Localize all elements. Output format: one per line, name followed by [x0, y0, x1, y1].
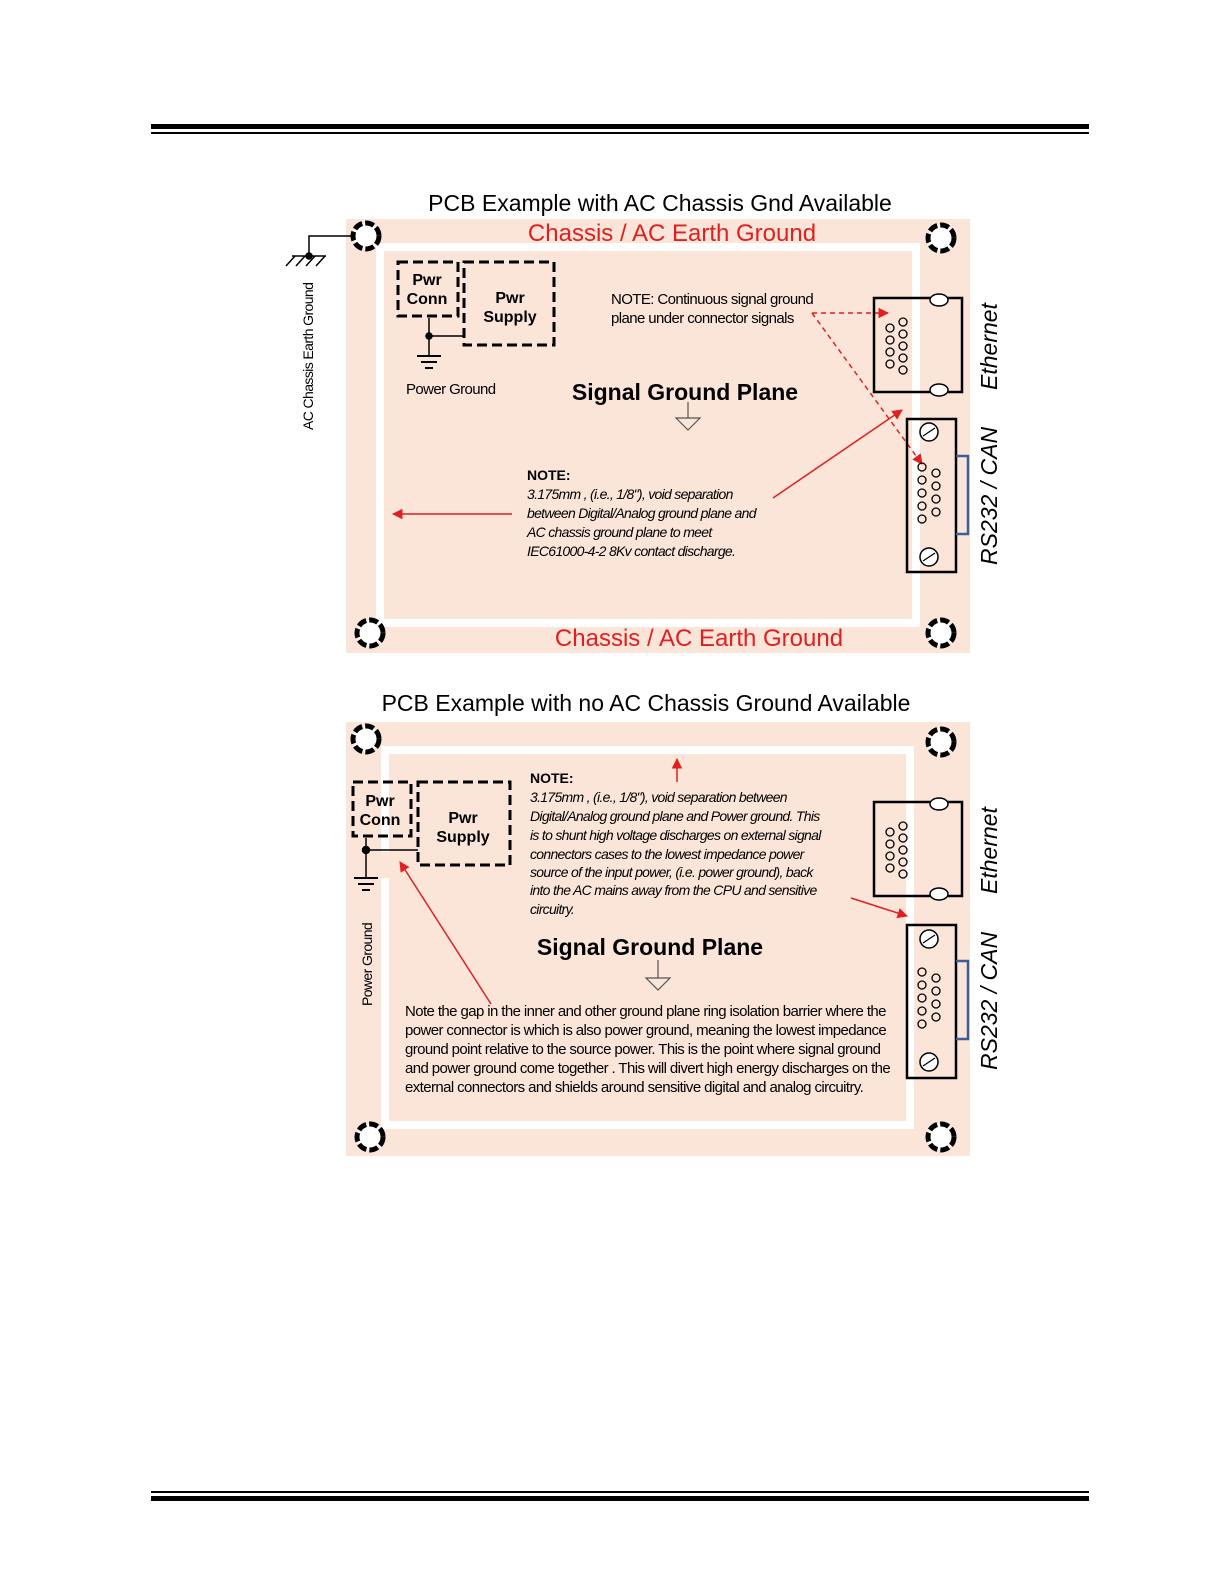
signal-ground-plane-label: Signal Ground Plane [536, 934, 764, 960]
gap-note-line-5: external connectors and shields around sensitive digital and analog circuitry. [405, 1079, 864, 1096]
rs232-can-label: RS232 / CAN [976, 931, 1002, 1070]
pwr-supply-label-2: Supply [483, 309, 537, 326]
separation-note-line-2: between Digital/Analog ground plane and [527, 505, 756, 521]
chassis-earth-ground-icon [286, 236, 353, 266]
separation-note-line-4: connectors cases to the lowest impedance power [530, 846, 804, 862]
separation-note-line-5: source of the input power, (i.e. power ground), back [530, 864, 813, 880]
mounting-hole-icon [357, 620, 383, 646]
separation-note-line-7: circuitry. [530, 901, 575, 917]
ac-chassis-earth-ground-label: AC Chassis Earth Ground [300, 282, 316, 430]
chassis-ground-label-top: Chassis / AC Earth Ground [527, 220, 817, 247]
rs232-can-label: RS232 / CAN [976, 426, 1002, 565]
separation-note-line-6: into the AC mains away from the CPU and sensitive [530, 882, 817, 898]
pwr-conn-label-2: Conn [406, 291, 448, 308]
figure-no-ac-chassis [346, 690, 1002, 1156]
pwr-supply-label-1: Pwr [495, 290, 525, 307]
pwr-conn-label-1: Pwr [412, 272, 442, 289]
pwr-conn-label-1: Pwr [365, 793, 395, 810]
mounting-hole-icon [928, 225, 954, 251]
pwr-conn-label-2: Conn [359, 812, 401, 829]
gap-note-line-3: ground point relative to the source power. This is the point where signal ground [405, 1041, 881, 1058]
separation-note-heading: NOTE: [530, 770, 574, 786]
connector-note-line-1: NOTE: Continuous signal ground [611, 291, 814, 308]
figure-ac-chassis-available [286, 190, 1002, 653]
signal-ground-plane-label: Signal Ground Plane [571, 379, 799, 405]
power-ground-label: Power Ground [406, 381, 496, 398]
mounting-hole-icon [357, 1124, 383, 1150]
gap-note-line-1: Note the gap in the inner and other ground plane ring isolation barrier where the [405, 1003, 886, 1020]
separation-note-line-2: Digital/Analog ground plane and Power ground. This [530, 808, 820, 824]
separation-note-line-3: is to shunt high voltage discharges on external signal [530, 827, 821, 843]
gap-note-line-2: power connector is which is also power ground, meaning the lowest impedance [405, 1022, 887, 1039]
ethernet-label: Ethernet [976, 303, 1002, 390]
power-ground-label: Power Ground [359, 922, 375, 1006]
separation-note-line-3: AC chassis ground plane to meet [527, 524, 712, 540]
ethernet-label: Ethernet [976, 807, 1002, 894]
figure-1-title: PCB Example with AC Chassis Gnd Available [428, 190, 892, 216]
pwr-supply-label-1: Pwr [448, 810, 478, 827]
mounting-hole-icon [928, 1124, 954, 1150]
pwr-supply-label-2: Supply [436, 829, 490, 846]
mounting-hole-icon [353, 726, 379, 752]
separation-note-line-1: 3.175mm , (i.e., 1/8"), void separation between [530, 789, 787, 805]
mounting-hole-icon [928, 620, 954, 646]
figure-2-title: PCB Example with no AC Chassis Ground Available [381, 690, 911, 716]
gap-note-line-4: and power ground come together . This will divert high energy discharges on the [405, 1060, 891, 1077]
mounting-hole-icon [928, 729, 954, 755]
separation-note-line-1: 3.175mm , (i.e., 1/8"), void separation [527, 486, 733, 502]
mounting-hole-icon [353, 223, 379, 249]
separation-note-heading: NOTE: [527, 467, 571, 483]
connector-note-line-2: plane under connector signals [611, 310, 794, 327]
chassis-ground-label-bottom: Chassis / AC Earth Ground [554, 625, 844, 652]
separation-note-line-4: IEC61000-4-2 8Kv contact discharge. [527, 543, 736, 559]
